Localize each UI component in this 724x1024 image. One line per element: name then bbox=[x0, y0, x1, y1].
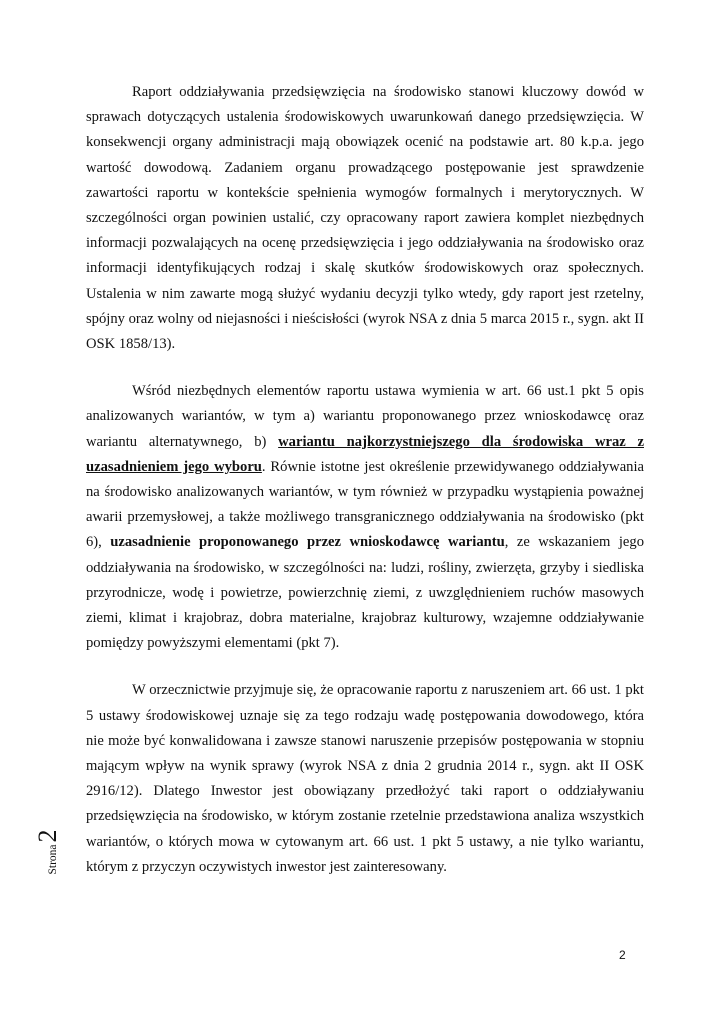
side-label-number: 2 bbox=[33, 829, 62, 843]
emphasis-bold: uzasadnienie proponowanego przez wnioskodawcę wariantu bbox=[110, 534, 505, 551]
side-page-label bbox=[28, 812, 68, 892]
paragraph-1 bbox=[86, 80, 644, 357]
text-run: , ze wskazaniem jego oddziaływania na środowisko, w szczególności na: ludzi, rośliny, zwierzęta, grzyby i siedliska przyrodnicze, wodę i powietrze, powierzchnię ziemi, z uwzględnieniem ruchów masowych ziemi, klimat i krajobraz, dobra materialne, krajobraz kulturowy, wzajemne oddziaływanie pomiędzy powyższymi elementami (pkt 7). bbox=[86, 534, 644, 652]
text-run: Raport oddziaływania przedsięwzięcia na środowisko stanowi kluczowy dowód w sprawach dotyczących ustalenia środowiskowych uwarunkowań danego przedsięwzięcia. W konsekwencji organy administracji mają obowiązek ocenić na podstawie art. 80 k.p.a. jego wartość dowodową. Zadaniem organu prowadzącego postępowanie jest sprawdzenie zawartości raportu w kontekście spełnienia wymogów formalnych i merytorycznych. W szczególności organ powinien ustalić, czy opracowany raport zawiera komplet niezbędnych informacji pozwalających na ocenę przedsięwzięcia i jego oddziaływania na środowisko oraz informacji identyfikujących rodzaj i skalę skutków środowiskowych oraz społecznych. Ustalenia w nim zawarte mogą służyć wydaniu decyzji tylko wtedy, gdy raport jest rzetelny, spójny oraz wolny od niejasności i nieścisłości (wyrok NSA z dnia 5 marca 2015 r., sygn. akt II OSK 1858/13). bbox=[86, 84, 644, 353]
footer-page-number: 2 bbox=[619, 948, 626, 962]
document-body bbox=[86, 80, 644, 902]
paragraph-3 bbox=[86, 678, 644, 880]
emphasis-bold-underline: wariantu najkorzystniejszego dla środowiska wraz z uzasadnieniem jego wyboru bbox=[86, 433, 644, 475]
text-run: . Równie istotne jest określenie przewidywanego oddziaływania na środowisko analizowanych wariantów, w tym również w przypadku wystąpienia poważnej awarii przemysłowej, a także możliwego transgranicznego oddziaływania na środowisko (pkt 6), bbox=[86, 458, 644, 551]
text-run: Wśród niezbędnych elementów raportu ustawa wymienia w art. 66 ust.1 pkt 5 opis analizowanych wariantów, w tym a) wariantu proponowanego przez wnioskodawcę oraz wariantu alternatywnego, b) bbox=[86, 383, 644, 450]
paragraph-2 bbox=[86, 379, 644, 656]
side-label-word: Strona bbox=[47, 844, 59, 875]
text-run: W orzecznictwie przyjmuje się, że opracowanie raportu z naruszeniem art. 66 ust. 1 pkt 5 ustawy środowiskowej uznaje się za tego rodzaju wadę postępowania dowodowego, która nie może być konwalidowana i zawsze stanowi naruszenie przepisów postępowania w stopniu mającym wpływ na wynik sprawy (wyrok NSA z dnia 2 grudnia 2014 r., sygn. akt II OSK 2916/12). Dlatego Inwestor jest obowiązany przedłożyć taki raport o oddziaływaniu przedsięwzięcia na środowisko, w którym zostanie rzetelnie przedstawiona analiza wszystkich wariantów, o których mowa w cytowanym art. 66 ust. 1 pkt 5 ustawy, a nie tylko wariantu, którym z przyczyn oczywistych inwestor jest zainteresowany. bbox=[86, 682, 644, 875]
